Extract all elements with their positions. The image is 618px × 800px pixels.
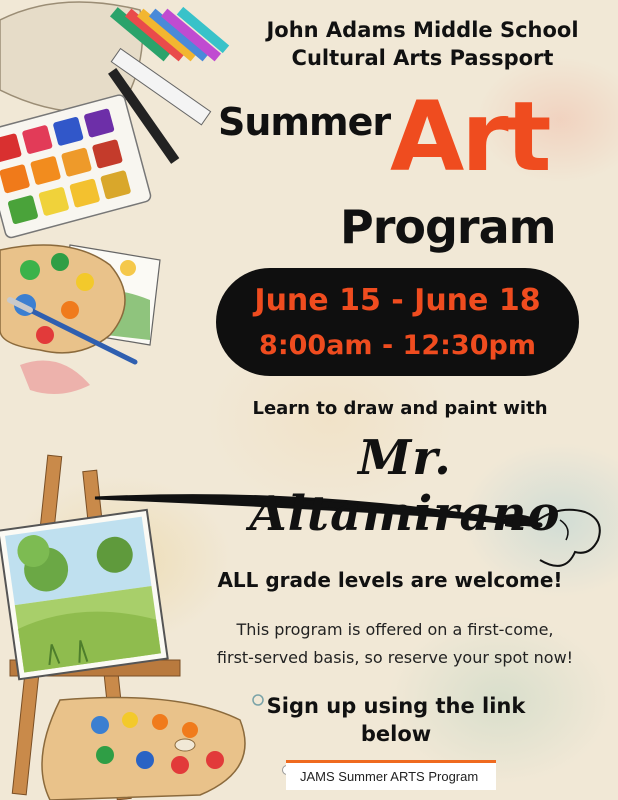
passport-name: Cultural Arts Passport bbox=[291, 46, 554, 70]
title-summer: Summer bbox=[218, 100, 391, 144]
signup-line-2: below bbox=[360, 722, 432, 746]
instructor-intro: Learn to draw and paint with bbox=[252, 398, 548, 419]
title-program: Program bbox=[340, 200, 556, 254]
paint-supplies-illustration bbox=[0, 2, 229, 239]
blurb-line-2: first-served basis, so reserve your spot now! bbox=[216, 648, 574, 667]
signup-heading bbox=[236, 692, 556, 748]
grade-levels-welcome: ALL grade levels are welcome! bbox=[217, 568, 563, 592]
program-blurb bbox=[180, 616, 610, 672]
palette-brush-illustration bbox=[0, 245, 160, 394]
schedule-times: 8:00am - 12:30pm bbox=[259, 330, 536, 361]
school-name: John Adams Middle School bbox=[266, 18, 579, 42]
blurb-line-1: This program is offered on a first-come, bbox=[236, 620, 554, 639]
schedule-dates: June 15 - June 18 bbox=[254, 283, 541, 318]
instructor-name: Mr. Altamirano bbox=[249, 430, 561, 542]
school-header bbox=[250, 16, 595, 72]
signup-line-1: Sign up using the link bbox=[266, 694, 526, 718]
signup-link[interactable]: JAMS Summer ARTS Program bbox=[286, 760, 496, 790]
title-art: Art bbox=[390, 81, 549, 193]
